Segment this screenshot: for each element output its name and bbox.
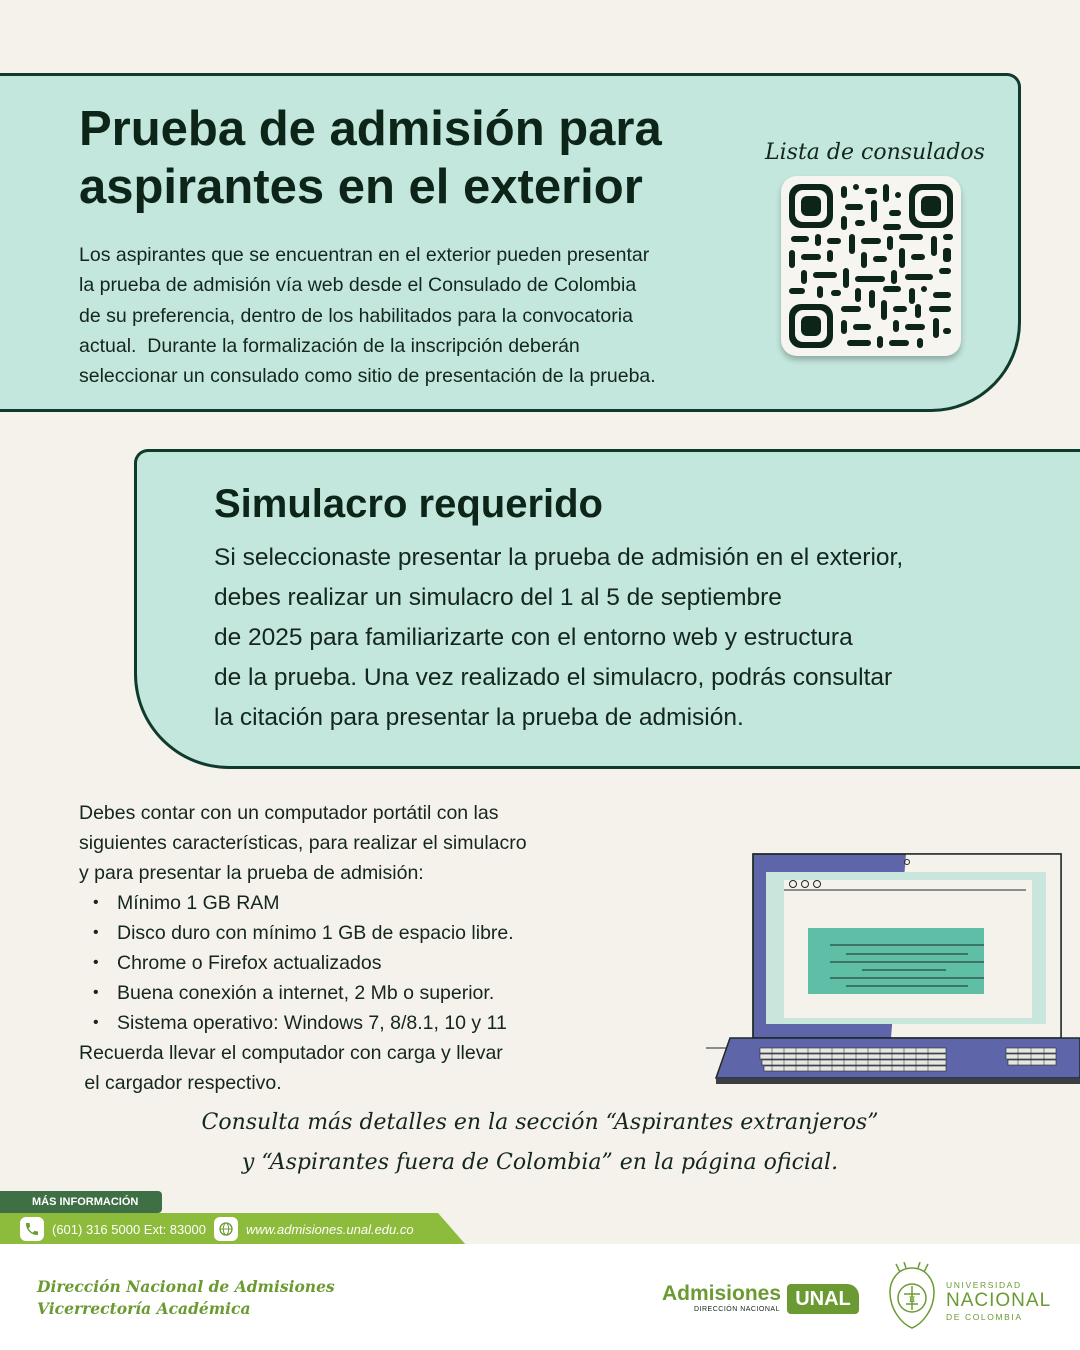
list-item: • Buena conexión a internet, 2 Mb o superior. xyxy=(79,978,639,1008)
simulation-title: Simulacro requerido xyxy=(214,482,603,526)
admisiones-subtitle: DIRECCIÓN NACIONAL xyxy=(693,1306,780,1313)
page-title xyxy=(79,100,739,216)
paragraph-line: debes realizar un simulacro del 1 al 5 de septiembre xyxy=(214,584,782,611)
admisiones-logo xyxy=(662,1282,781,1313)
list-item: • Disco duro con mínimo 1 GB de espacio libre. xyxy=(79,918,639,948)
qr-code-graphic xyxy=(787,182,955,350)
screen-card xyxy=(808,928,984,994)
consult-line-1: Consulta más detalles en la sección “Aspirantes extranjeros” xyxy=(201,1110,879,1135)
footer-line-2: Vicerrectoría Académica xyxy=(37,1299,251,1318)
list-item: • Sistema operativo: Windows 7, 8/8.1, 10 y 11 xyxy=(79,1008,639,1038)
consult-note xyxy=(140,1103,940,1183)
paragraph-line: Si seleccionaste presentar la prueba de admisión en el exterior, xyxy=(214,544,904,571)
paragraph-line: Los aspirantes que se encuentran en el exterior pueden presentar xyxy=(79,244,650,266)
laptop-illustration xyxy=(706,852,1080,1088)
globe-icon xyxy=(214,1217,238,1241)
requirements-intro: siguientes características, para realizar el simulacro xyxy=(79,832,527,854)
requirements-intro: Debes contar con un computador portátil con las xyxy=(79,802,499,824)
footer-department xyxy=(37,1276,335,1320)
title-line-1: Prueba de admisión para xyxy=(79,102,662,156)
paragraph-line: de su preferencia, dentro de los habilitados para la convocatoria xyxy=(79,304,633,327)
website-link[interactable]: www.admisiones.unal.edu.co xyxy=(245,1221,414,1237)
university-seal-icon xyxy=(884,1262,940,1332)
contact-row xyxy=(20,1216,422,1242)
qr-label: Lista de consulados xyxy=(765,140,985,165)
paragraph-line: seleccionar un consulado como sitio de presentación de la prueba. xyxy=(79,365,656,388)
requirements-list xyxy=(79,888,639,1038)
requirements-outro: el cargador respectivo. xyxy=(79,1072,282,1094)
university-wordmark-top: UNIVERSIDAD xyxy=(946,1280,1022,1290)
list-item: • Chrome o Firefox actualizados xyxy=(79,948,639,978)
paragraph-line: de 2025 para familiarizarte con el entorno web y estructura xyxy=(214,624,853,651)
unal-badge: UNAL xyxy=(787,1284,859,1314)
paragraph-line: de la prueba. Una vez realizado el simulacro, podrás consultar xyxy=(214,664,893,691)
qr-code-icon[interactable] xyxy=(781,176,961,356)
consulate-paragraph xyxy=(79,240,739,391)
paragraph-line: la prueba de admisión vía web desde el Consulado de Colombia xyxy=(79,274,637,297)
paragraph-line: actual. Durante la formalización de la inscripción deberán xyxy=(79,334,580,357)
phone-icon xyxy=(20,1217,44,1241)
paragraph-line: la citación para presentar la prueba de admisión. xyxy=(214,704,744,731)
consult-line-2: y “Aspirantes fuera de Colombia” en la página oficial. xyxy=(241,1150,839,1175)
university-wordmark-bottom: DE COLOMBIA xyxy=(946,1312,1023,1322)
more-info-label: MÁS INFORMACIÓN xyxy=(0,1191,162,1213)
footer-line-1: Dirección Nacional de Admisiones xyxy=(37,1277,335,1296)
requirements-block xyxy=(79,798,639,1098)
list-item: • Mínimo 1 GB RAM xyxy=(79,888,639,918)
phone-number[interactable]: (601) 316 5000 Ext: 83000 xyxy=(52,1221,206,1237)
university-wordmark-middle: NACIONAL xyxy=(946,1290,1052,1311)
svg-text:π: π xyxy=(908,1294,916,1305)
requirements-intro: y para presentar la prueba de admisión: xyxy=(79,862,424,884)
laptop-base-edge xyxy=(716,1078,1080,1084)
admisiones-title: Admisiones xyxy=(662,1282,782,1305)
simulation-paragraph xyxy=(214,538,994,738)
university-wordmark xyxy=(946,1280,1051,1322)
requirements-outro: Recuerda llevar el computador con carga y llevar xyxy=(79,1042,503,1064)
title-line-2: aspirantes en el exterior xyxy=(79,160,643,214)
